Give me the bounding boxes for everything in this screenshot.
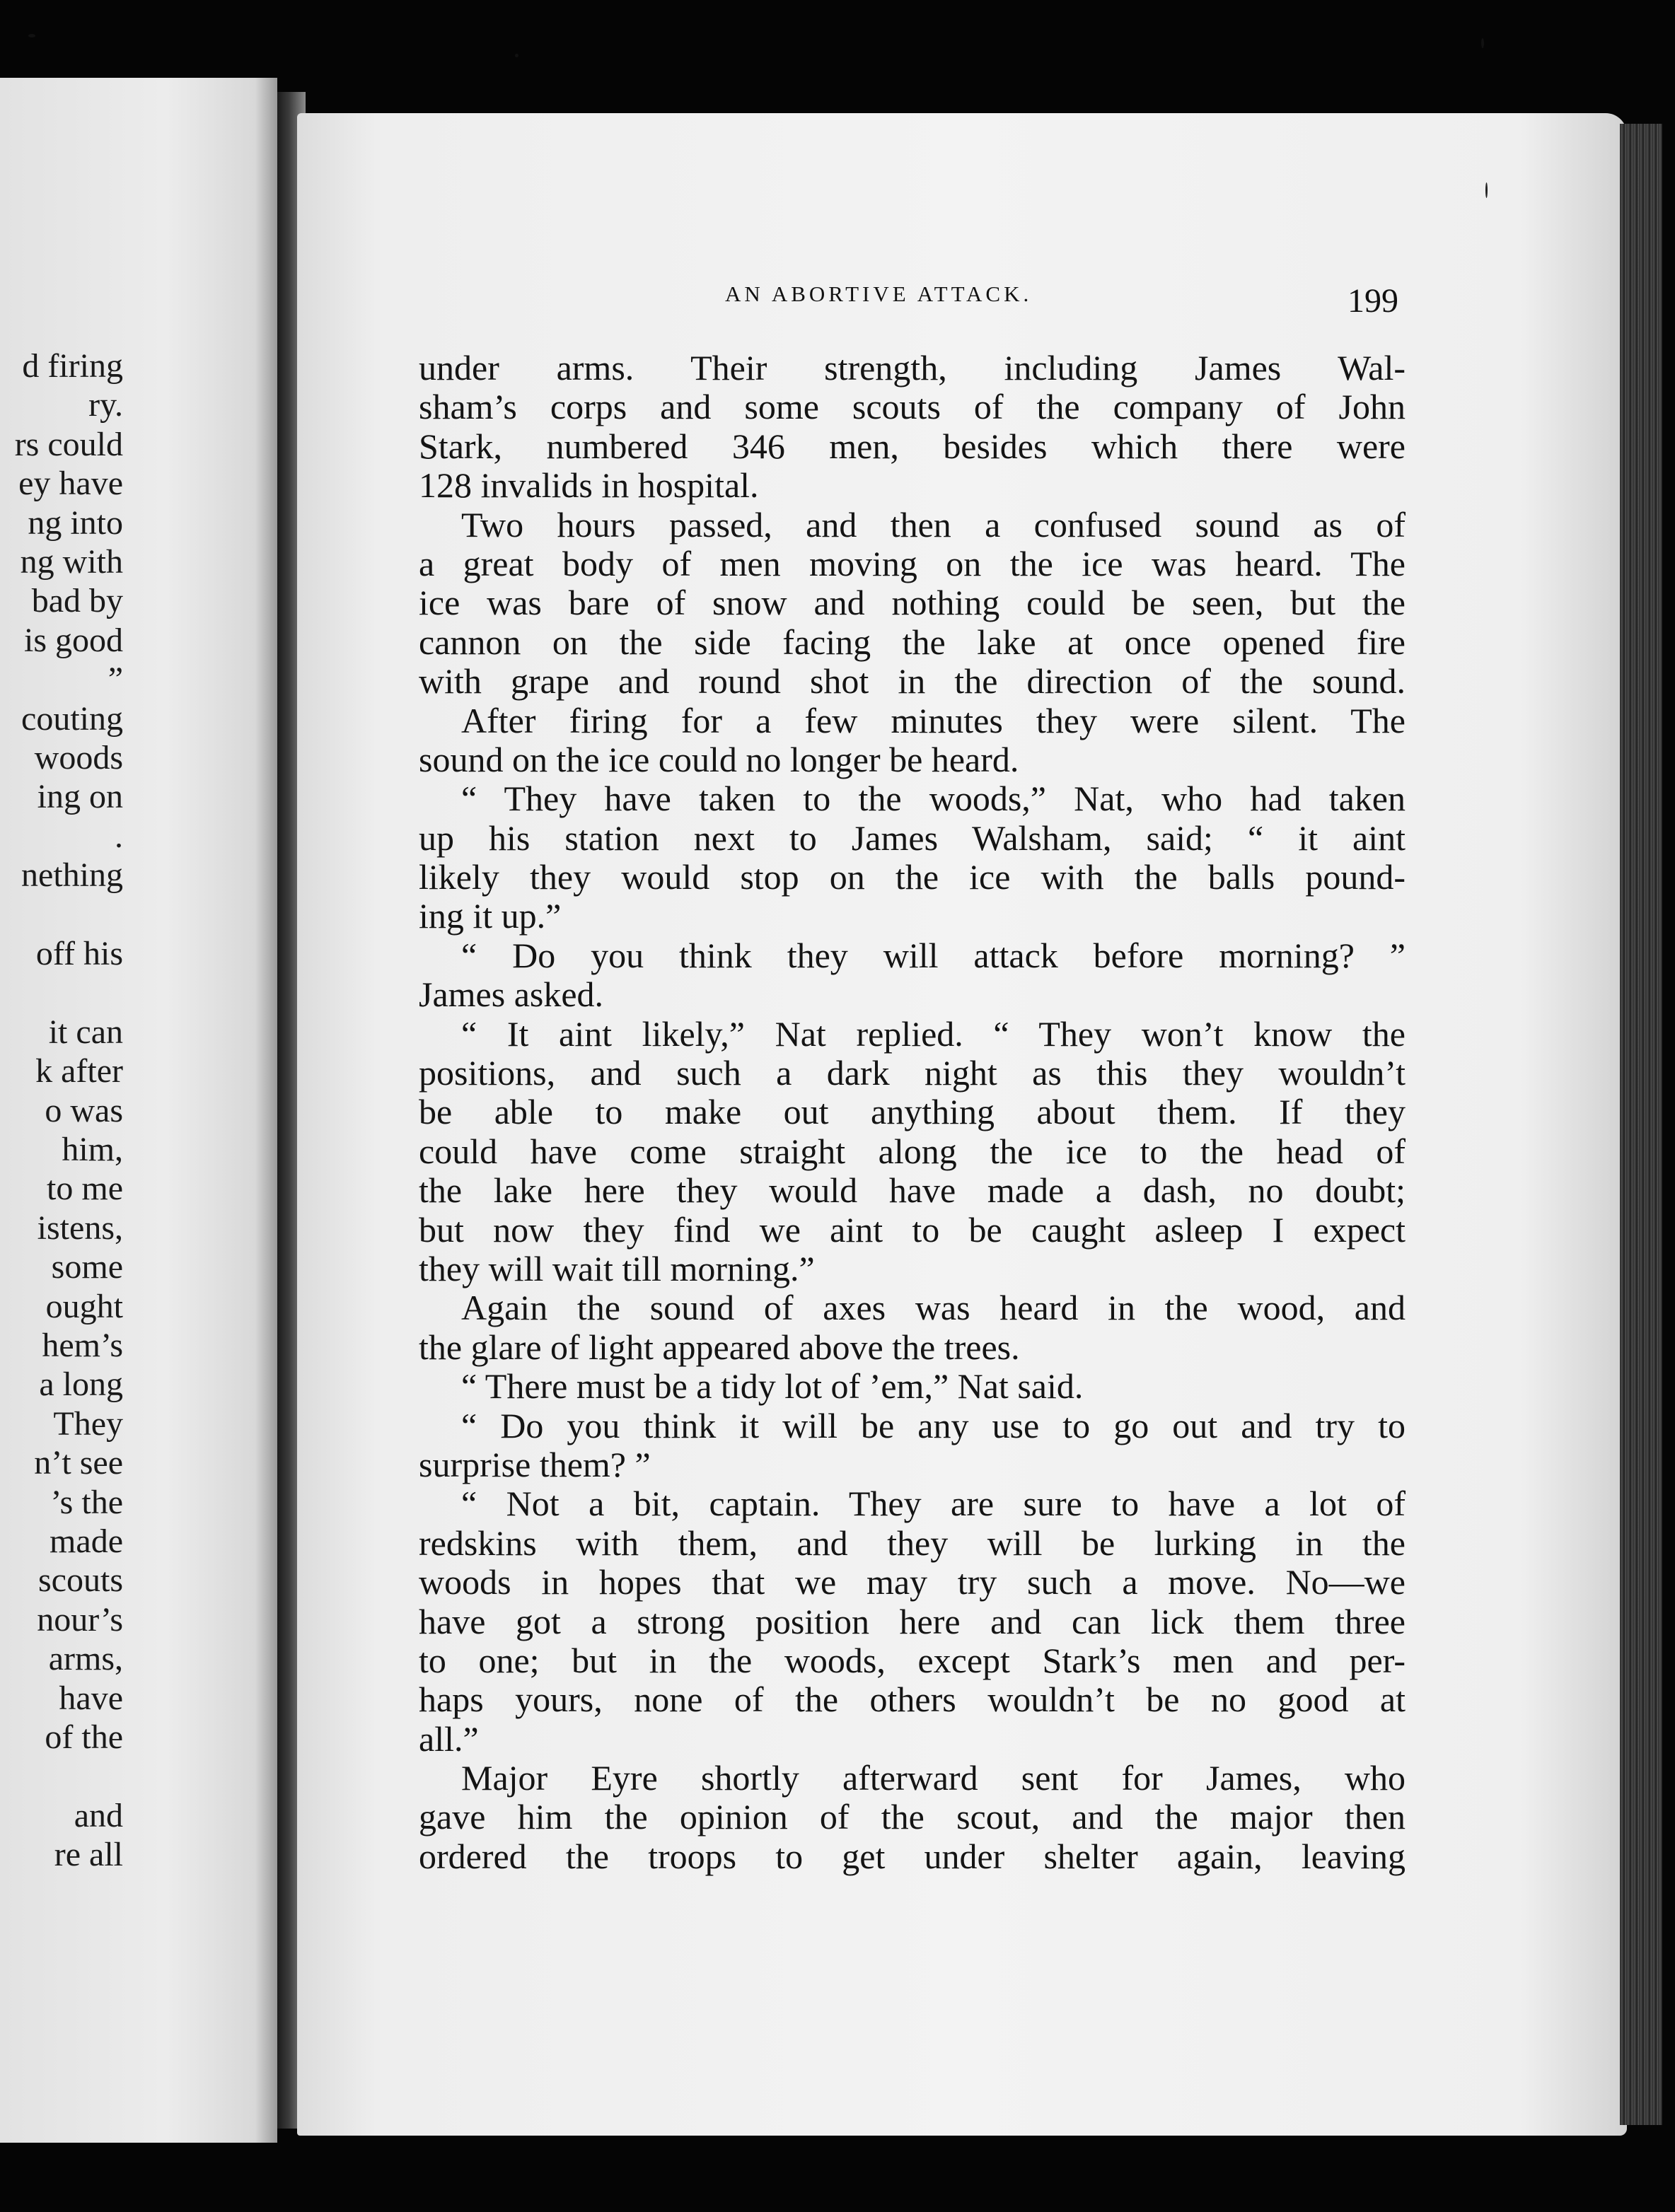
left-page-line: scouts bbox=[38, 1561, 123, 1600]
text-line: the lake here they would have made a dash, no doubt; bbox=[419, 1170, 1406, 1211]
left-page-line: some bbox=[51, 1248, 123, 1286]
text-line: After firing for a few minutes they were silent. The bbox=[461, 700, 1406, 740]
text-line: Major Eyre shortly afterward sent for James, who bbox=[461, 1758, 1406, 1798]
left-page-line: ry. bbox=[88, 386, 123, 424]
left-page-line: d firing bbox=[22, 347, 123, 385]
dust-speck bbox=[28, 34, 35, 37]
text-line: 128 invalids in hospital. bbox=[419, 465, 759, 506]
left-page-line: him, bbox=[62, 1131, 123, 1168]
left-page-line: a long bbox=[39, 1366, 123, 1404]
left-page-line: hem’s bbox=[42, 1327, 123, 1364]
text-line: woods in hopes that we may try such a move. No—we bbox=[419, 1562, 1406, 1602]
left-page-line: ’s the bbox=[50, 1483, 123, 1521]
text-line: but now they find we aint to be caught asleep I expect bbox=[419, 1209, 1406, 1250]
text-line: “ Do you think they will attack before morning? ” bbox=[461, 935, 1406, 975]
text-line: likely they would stop on the ice with the balls pound- bbox=[419, 857, 1406, 897]
left-page-line: to me bbox=[47, 1170, 123, 1208]
text-line: Again the sound of axes was heard in the wood, and bbox=[461, 1288, 1406, 1328]
text-line: “ It aint likely,” Nat replied. “ They won’t know the bbox=[461, 1013, 1406, 1054]
left-page-line: have bbox=[59, 1679, 123, 1717]
left-page-line: made bbox=[50, 1523, 123, 1560]
text-line: Stark, numbered 346 men, besides which there were bbox=[419, 426, 1406, 466]
text-line: “ Not a bit, captain. They are sure to have a lot of bbox=[461, 1484, 1406, 1524]
left-page-line: ought bbox=[45, 1287, 123, 1325]
dust-speck bbox=[1481, 38, 1484, 48]
left-page-line: it can bbox=[48, 1013, 123, 1051]
left-page-line: They bbox=[53, 1404, 123, 1443]
text-line: cannon on the side facing the lake at once opened fire bbox=[419, 622, 1406, 662]
text-line: with grape and round shot in the direction of the sound. bbox=[419, 661, 1406, 702]
text-line: ice was bare of snow and nothing could be seen, but the bbox=[419, 583, 1406, 623]
left-page-line: k after bbox=[35, 1052, 123, 1090]
text-line: up his station next to James Walsham, said; “ it aint bbox=[419, 817, 1406, 858]
text-line: surprise them? ” bbox=[419, 1444, 651, 1484]
left-page-line: ey have bbox=[18, 465, 123, 503]
text-line: gave him the opinion of the scout, and the major then bbox=[419, 1797, 1406, 1837]
left-page-line: n’t see bbox=[34, 1444, 123, 1482]
text-line: be able to make out anything about them. If they bbox=[419, 1092, 1406, 1132]
text-line: positions, and such a dark night as this they wouldn’t bbox=[419, 1053, 1406, 1093]
text-line: they will wait till morning.” bbox=[419, 1248, 815, 1288]
text-line: the glare of light appeared above the trees. bbox=[419, 1327, 1020, 1367]
text-line: “ They have taken to the woods,” Nat, who had taken bbox=[461, 779, 1406, 819]
text-line: all.” bbox=[419, 1718, 479, 1759]
text-line: have got a strong position here and can lick them three bbox=[419, 1601, 1406, 1641]
left-page-line: o was bbox=[45, 1091, 123, 1129]
left-page-line: bad by bbox=[31, 582, 123, 620]
left-facing-page bbox=[0, 78, 277, 2143]
left-page-line: rs could bbox=[14, 425, 123, 463]
text-line: James asked. bbox=[419, 974, 604, 1015]
left-page-line: nething bbox=[21, 856, 123, 895]
left-page-line: of the bbox=[45, 1718, 123, 1756]
left-page-line: arms, bbox=[48, 1640, 123, 1678]
body-text bbox=[419, 349, 1406, 1876]
text-line: “ There must be a tidy lot of ’em,” Nat said. bbox=[461, 1366, 1084, 1407]
left-page-line: off his bbox=[35, 935, 123, 972]
left-page-line: woods bbox=[34, 739, 123, 776]
left-page-line: is good bbox=[23, 621, 123, 659]
text-line: could have come straight along the ice to the head of bbox=[419, 1131, 1406, 1171]
text-line: under arms. Their strength, including James Wal- bbox=[419, 348, 1406, 388]
left-page-line: nour’s bbox=[37, 1600, 123, 1638]
page-edge-stack bbox=[1620, 124, 1662, 2125]
dust-speck bbox=[515, 54, 518, 57]
page-number: 199 bbox=[1347, 282, 1398, 320]
left-page-line: ng into bbox=[28, 503, 123, 542]
left-page-line: and bbox=[74, 1796, 123, 1834]
text-line: ordered the troops to get under shelter again, leaving bbox=[419, 1836, 1406, 1876]
left-page-line: . bbox=[115, 817, 123, 855]
dust-speck bbox=[1485, 182, 1488, 198]
text-line: Two hours passed, and then a confused sound as of bbox=[461, 504, 1406, 545]
text-line: a great body of men moving on the ice was heard. The bbox=[419, 543, 1406, 583]
text-line: redskins with them, and they will be lurking in the bbox=[419, 1523, 1406, 1563]
text-line: “ Do you think it will be any use to go out and try to bbox=[461, 1405, 1406, 1445]
left-page-line: ng with bbox=[20, 543, 123, 581]
text-line: sham’s corps and some scouts of the company of John bbox=[419, 387, 1406, 427]
left-page-line: ” bbox=[108, 660, 123, 699]
text-line: ing it up.” bbox=[419, 896, 562, 936]
left-page-line: istens, bbox=[37, 1209, 123, 1247]
text-line: sound on the ice could no longer be heard. bbox=[419, 739, 1019, 779]
left-page-line: ing on bbox=[37, 778, 123, 816]
left-page-line: re all bbox=[54, 1836, 123, 1874]
left-page-line: couting bbox=[21, 699, 123, 738]
running-head: AN ABORTIVE ATTACK. bbox=[725, 281, 1033, 306]
text-line: haps yours, none of the others wouldn’t be no good at bbox=[419, 1680, 1406, 1720]
text-line: to one; but in the woods, except Stark’s men and per- bbox=[419, 1640, 1406, 1680]
